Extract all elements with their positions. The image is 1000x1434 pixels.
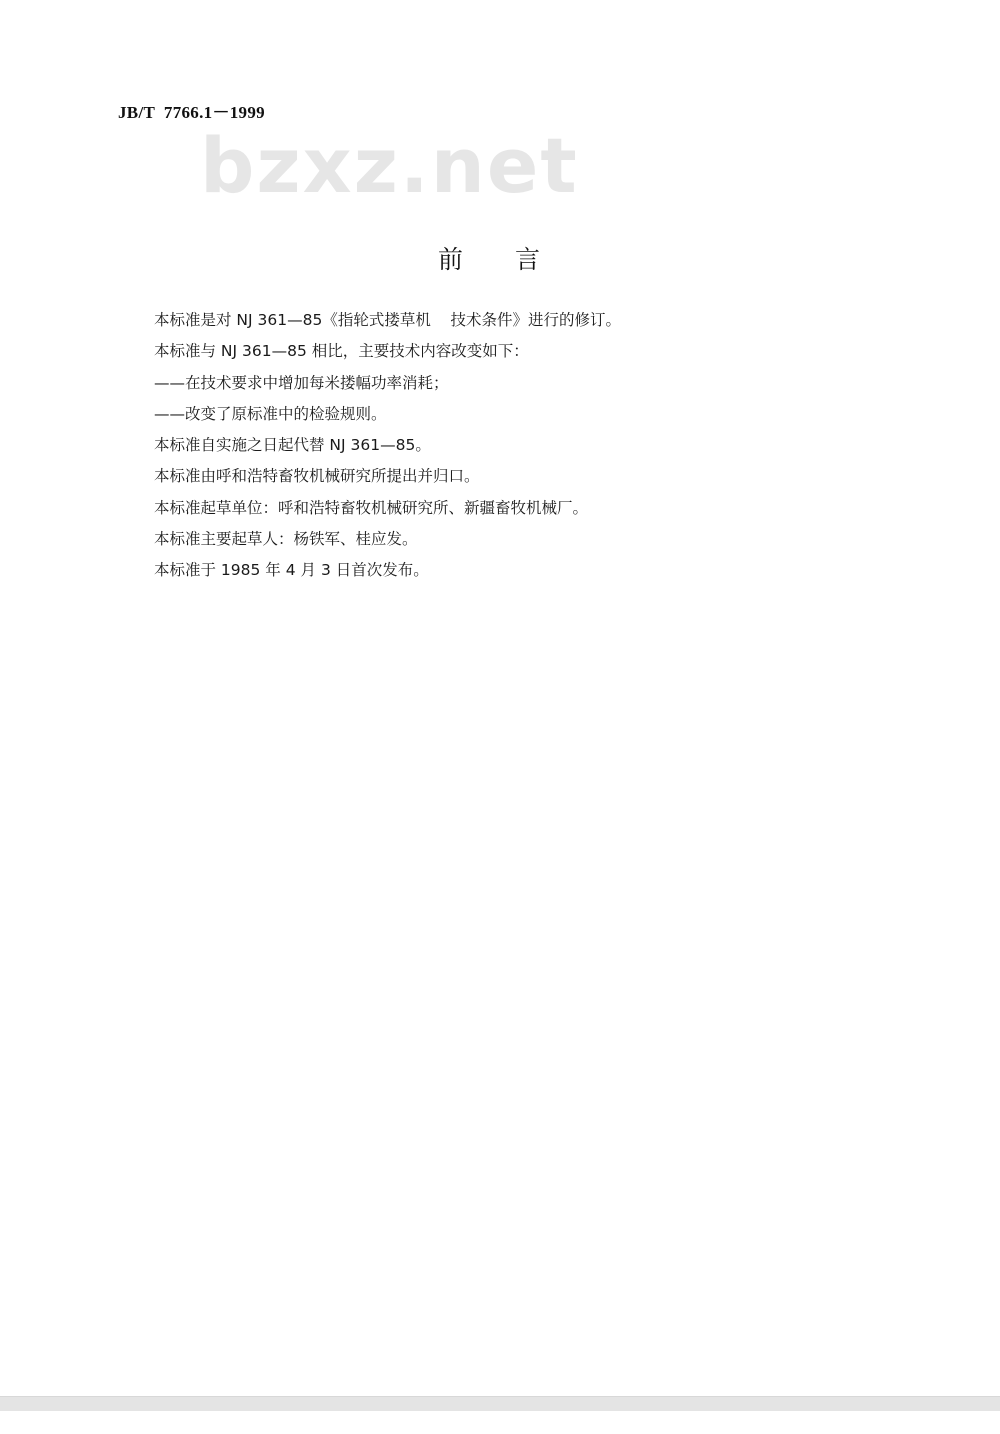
paragraph: ——改变了原标准中的检验规则。: [154, 404, 387, 423]
watermark: bzxz.net: [200, 121, 579, 210]
paragraph: ——在技术要求中增加每米搂幅功率消耗；: [154, 373, 449, 392]
paragraph: 本标准与 NJ 361—85 相比，主要技术内容改变如下：: [154, 342, 529, 361]
section-title: 前言: [437, 245, 592, 274]
paragraph: 本标准自实施之日起代替 NJ 361—85。: [154, 436, 431, 455]
paragraph: 本标准于 1985 年 4 月 3 日首次发布。: [154, 561, 429, 580]
standard-code: JB/T 7766.1－1999: [118, 103, 265, 122]
paragraph: 本标准起草单位：呼和浩特畜牧机械研究所、新疆畜牧机械厂。: [154, 498, 589, 517]
viewer-bottom-bar: [0, 1396, 1000, 1411]
foreword-body: [154, 305, 914, 587]
paragraph: 本标准是对 NJ 361—85《指轮式搂草机 技术条件》进行的修订。: [154, 311, 622, 329]
paragraph: 本标准主要起草人：杨铁军、桂应发。: [154, 530, 418, 549]
paragraph: 本标准由呼和浩特畜牧机械研究所提出并归口。: [154, 467, 480, 486]
